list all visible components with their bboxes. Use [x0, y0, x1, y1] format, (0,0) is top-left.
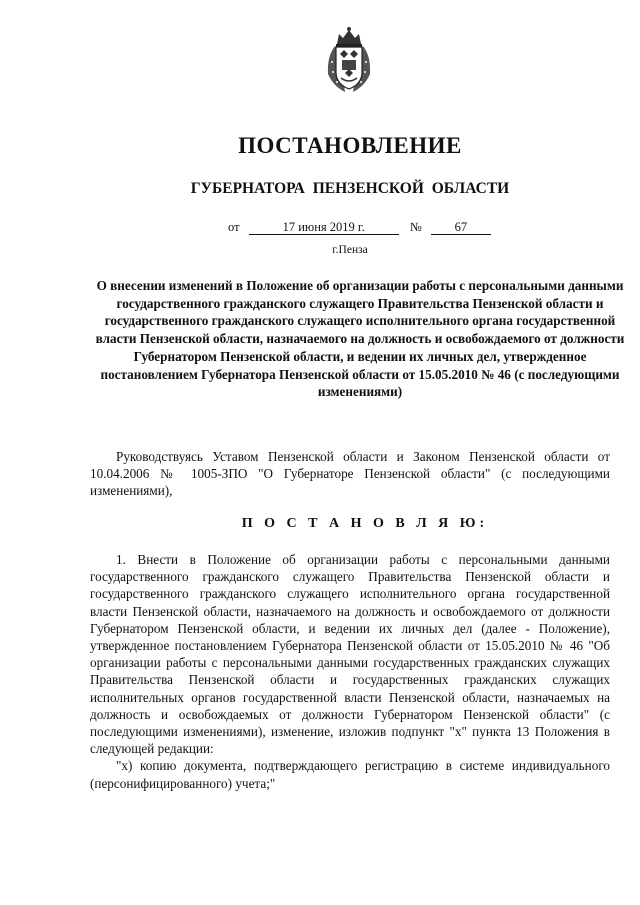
preamble-text: Руководствуясь Уставом Пензенской области и Законом Пензенской области от 10.04.2006 № 1005-ЗПО "О Губернаторе Пензенской области" (с последующими изменениями),: [90, 449, 610, 499]
date-value: 17 июня 2019 г.: [249, 220, 399, 235]
coat-of-arms-icon: [325, 26, 373, 94]
number-value: 67: [431, 220, 491, 235]
issuer-subtitle: ГУБЕРНАТОРА ПЕНЗЕНСКОЙ ОБЛАСТИ: [190, 180, 510, 197]
clause-1-text: 1. Внести в Положение об организации работы с персональными данными государственного гражданского служащего Правительства Пензенской области и государственного гражданского служащего исполнительного органа государственной власти Пензенской области, назначаемого на должность и освобождаемого от должности Губернатором Пензенской области, и ведении их личных дел (далее - Положение), утвержденное постановлением Губернатора Пензенской области от 15.05.2010 № 46 "Об организации работы с персональными данными государственных гражданских служащих Правительства Пензенской области и государственных гражданских служащих исполнительных органов государственной власти Пензенской области, назначаемых на должность и освобождаемых от должности Губернатором Пензенской области" (с последующими изменениями), изменение, изложив подпункт "х" пункта 13 Положения в следующей редакции:: [90, 552, 610, 757]
document-heading: О внесении изменений в Положение об организации работы с персональными данными государственного гражданского служащего Правительства Пензенской области и государственного гражданского служащего исполнительного органа государственной власти Пензенской области, назначаемого на должность и освобождаемого от должности Губернатором Пензенской области, и ведении их личных дел, утвержденное постановлением Губернатора Пензенской области от 15.05.2010 № 46 (с последующими изменениями): [95, 278, 625, 400]
clause-1-paragraph: [90, 551, 610, 792]
date-number-line: [228, 220, 491, 235]
clause-1-quote: "х) копию документа, подтверждающего регистрацию в системе индивидуального (персонифицированного) учета;": [90, 758, 610, 791]
document-type-title: ПОСТАНОВЛЕНИЕ: [238, 133, 462, 158]
preamble-paragraph: [90, 448, 610, 500]
date-label: от: [228, 220, 240, 234]
decree-heading: П О С Т А Н О В Л Я Ю:: [241, 516, 489, 531]
number-label: №: [409, 220, 422, 234]
city-label: г.Пенза: [332, 244, 368, 256]
